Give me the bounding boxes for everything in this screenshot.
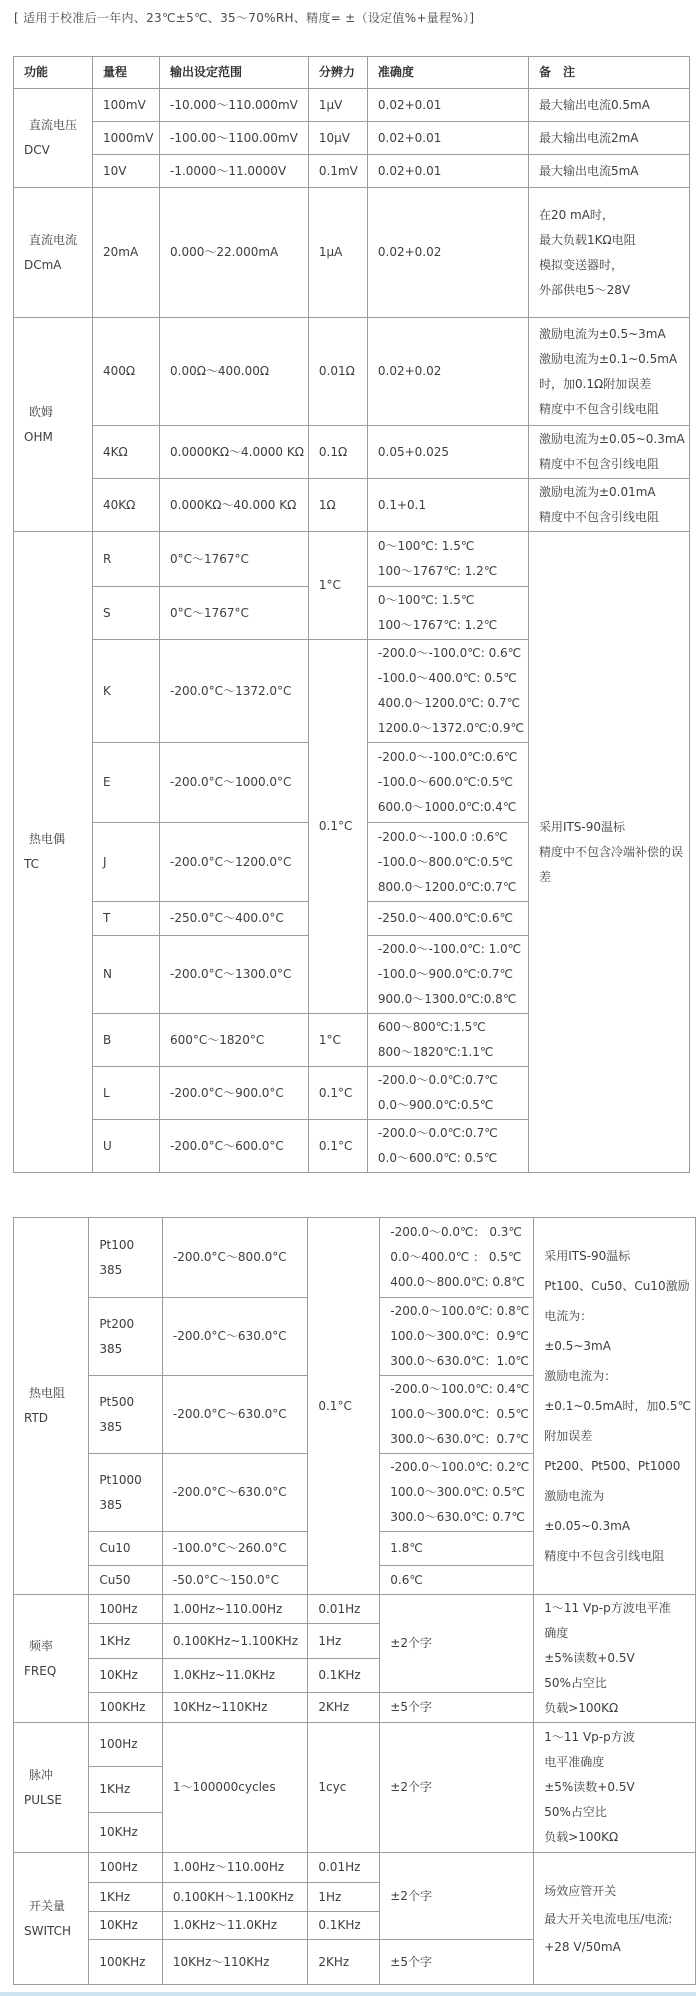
cell-remark: 最大输出电流0.5mA	[528, 89, 689, 122]
function-code: DCmA	[24, 257, 62, 272]
cell-output-range: 1.00Hz～110.00Hz	[162, 1853, 308, 1883]
cell-output-range: 1～100000cycles	[162, 1723, 308, 1853]
cell-output-range: 10KHz~110KHz	[162, 1692, 308, 1722]
row-dcv-1000mv	[14, 122, 690, 155]
function-name: 直流电压	[29, 118, 78, 132]
cell-accuracy: 0～100℃: 1.5℃ 100～1767℃: 1.2℃	[367, 532, 528, 587]
cell-accuracy: 0.02+0.01	[367, 155, 528, 188]
cell-resolution: 0.1Ω	[308, 426, 367, 479]
cell-resolution: 0.01Hz	[308, 1853, 380, 1883]
cell-output-range: -200.0°C～800.0°C	[162, 1218, 308, 1298]
cell-range: 100Hz	[89, 1595, 163, 1624]
cell-resolution: 0.1°C	[308, 1067, 367, 1120]
cell-remark: 最大输出电流5mA	[528, 155, 689, 188]
cell-accuracy: 0.05+0.025	[367, 426, 528, 479]
row-ohm-400	[14, 318, 690, 426]
function-name: 开关量	[29, 1898, 66, 1913]
function-code: PULSE	[24, 1792, 62, 1807]
function-code: FREQ	[24, 1663, 57, 1678]
cell-output-range: 0.100KHz~1.100KHz	[162, 1624, 308, 1659]
cell-remark: 激励电流为±0.05~0.3mA 精度中不包含引线电阻	[528, 426, 689, 479]
cell-accuracy: ±2个字	[380, 1595, 534, 1693]
cell-resolution: 0.1°C	[308, 640, 367, 1014]
cell-range: 1KHz	[89, 1767, 163, 1813]
cell-range: T	[93, 902, 160, 936]
cell-accuracy: 0.02+0.02	[367, 318, 528, 426]
col-header-remark: 备 注	[528, 57, 689, 89]
cell-accuracy: 0.02+0.01	[367, 122, 528, 155]
function-name: 直流电流	[29, 232, 78, 247]
cell-remark: 激励电流为±0.01mA 精度中不包含引线电阻	[528, 479, 689, 532]
cell-range: U	[93, 1120, 160, 1173]
cell-accuracy: 0.02+0.02	[367, 188, 528, 318]
cell-range: 1000mV	[93, 122, 160, 155]
cell-range: 10V	[93, 155, 160, 188]
function-name: 欧姆	[29, 404, 54, 419]
cell-output-range: -250.0°C～400.0°C	[160, 902, 309, 936]
cell-accuracy: ±5个字	[380, 1692, 534, 1722]
function-code: SWITCH	[24, 1923, 72, 1938]
cell-range: 4KΩ	[93, 426, 160, 479]
cell-output-range: 1.0KHz～11.0KHz	[162, 1912, 308, 1940]
cell-function-freq	[14, 1595, 89, 1723]
cell-range: 40KΩ	[93, 479, 160, 532]
cell-resolution: 2KHz	[308, 1692, 380, 1722]
cell-output-range: 0.100KH～1.100KHz	[162, 1883, 308, 1912]
cell-range: Pt200 385	[89, 1298, 163, 1376]
function-name: 热电阻	[29, 1386, 66, 1400]
row-dcma-20ma	[14, 188, 690, 318]
cell-range: 10KHz	[89, 1912, 163, 1940]
cell-output-range: 0°C～1767°C	[160, 532, 309, 587]
cell-resolution: 1Hz	[308, 1624, 380, 1659]
cell-output-range: -100.0°C～260.0°C	[162, 1532, 308, 1566]
cell-range: 1KHz	[89, 1624, 163, 1659]
cell-resolution: 0.1°C	[308, 1218, 380, 1595]
col-header-output-range: 输出设定范围	[160, 57, 309, 89]
row-ohm-4k	[14, 426, 690, 479]
cell-resolution: 1μA	[308, 188, 367, 318]
cell-accuracy: 1.8℃	[380, 1532, 534, 1566]
cell-output-range: 10KHz～110KHz	[162, 1940, 308, 1985]
row-pulse-100hz	[14, 1723, 696, 1767]
cell-function-ohm	[14, 318, 93, 532]
cell-remark: 采用ITS-90温标 精度中不包含冷端补偿的误 差	[528, 532, 689, 1173]
cell-output-range: 1.00Hz~110.00Hz	[162, 1595, 308, 1624]
cell-output-range: 600°C～1820°C	[160, 1014, 309, 1067]
calibration-conditions-note: [ 适用于校准后一年内、23℃±5℃、35～70%RH、精度= ±（设定值%+量程%）]	[14, 11, 475, 25]
cell-remark: 最大输出电流2mA	[528, 122, 689, 155]
cell-function-dcma	[14, 188, 93, 318]
cell-output-range: -200.0°C～630.0°C	[162, 1376, 308, 1454]
cell-output-range: -50.0°C～150.0°C	[162, 1566, 308, 1595]
cell-output-range: -100.00～1100.00mV	[160, 122, 309, 155]
cell-resolution: 0.1°C	[308, 1120, 367, 1173]
cell-output-range: 0°C～1767°C	[160, 587, 309, 640]
cell-range: 10KHz	[89, 1813, 163, 1853]
cell-function-switch	[14, 1853, 89, 1985]
cell-remark: 1～11 Vp-p方波电平准 确度 ±5%读数+0.5V 50%占空比 负载>100KΩ	[534, 1595, 696, 1723]
cell-range: 100Hz	[89, 1853, 163, 1883]
cell-accuracy: -200.0～-100.0℃:0.6℃ -100.0～600.0℃:0.5℃ 600.0～1000.0℃:0.4℃	[367, 743, 528, 823]
cell-range: N	[93, 936, 160, 1014]
cell-accuracy: -200.0～-100.0 :0.6℃ -100.0～800.0℃:0.5℃ 800.0～1200.0℃:0.7℃	[367, 823, 528, 902]
cell-function-tc	[14, 532, 93, 1173]
cell-range: 100KHz	[89, 1940, 163, 1985]
cell-function-rtd	[14, 1218, 89, 1595]
cell-accuracy: ±5个字	[380, 1940, 534, 1985]
cell-output-range: -200.0°C～1000.0°C	[160, 743, 309, 823]
function-name: 频率	[29, 1638, 54, 1653]
cell-range: Pt500 385	[89, 1376, 163, 1454]
cell-output-range: -200.0°C～1200.0°C	[160, 823, 309, 902]
cell-output-range: -1.0000～11.0000V	[160, 155, 309, 188]
cell-resolution: 1μV	[308, 89, 367, 122]
cell-resolution: 0.1KHz	[308, 1912, 380, 1940]
cell-range: 1KHz	[89, 1883, 163, 1912]
cell-accuracy: 0～100℃: 1.5℃ 100～1767℃: 1.2℃	[367, 587, 528, 640]
cell-output-range: 0.000KΩ～40.000 KΩ	[160, 479, 309, 532]
cell-resolution: 1cyc	[308, 1723, 380, 1853]
cell-range: K	[93, 640, 160, 743]
cell-remark: 在20 mA时， 最大负载1KΩ电阻 模拟变送器时， 外部供电5～28V	[528, 188, 689, 318]
cell-range: 100KHz	[89, 1692, 163, 1722]
cell-resolution: 0.01Ω	[308, 318, 367, 426]
cell-remark: 采用ITS-90温标 Pt100、Cu50、Cu10激励 电流为： ±0.5~3mA 激励电流为： ±0.1~0.5mA时，加0.5℃ 附加误差 Pt200、Pt500、Pt1000 激励电流为 ±0.05~0.3mA 精度中不包含引线电阻	[534, 1218, 696, 1595]
cell-resolution: 10μV	[308, 122, 367, 155]
cell-output-range: 0.000～22.000mA	[160, 188, 309, 318]
col-header-function: 功能	[14, 57, 93, 89]
cell-output-range: 0.0000KΩ～4.0000 KΩ	[160, 426, 309, 479]
header-row	[14, 57, 690, 89]
cell-range: E	[93, 743, 160, 823]
spec-table-rtd-freq	[13, 1217, 696, 1985]
cell-output-range: -200.0°C～630.0°C	[162, 1298, 308, 1376]
function-code: TC	[24, 857, 40, 871]
cell-accuracy: -200.0～-100.0℃: 1.0℃ -100.0～900.0℃:0.7℃ 900.0～1300.0℃:0.8℃	[367, 936, 528, 1014]
cell-range: Pt100 385	[89, 1218, 163, 1298]
cell-range: 100mV	[93, 89, 160, 122]
row-dcv-100mv	[14, 89, 690, 122]
cell-range: L	[93, 1067, 160, 1120]
cell-range: B	[93, 1014, 160, 1067]
cell-range: 400Ω	[93, 318, 160, 426]
cell-output-range: -200.0°C～900.0°C	[160, 1067, 309, 1120]
cell-accuracy: -200.0～0.0℃： 0.3℃ 0.0～400.0℃ ： 0.5℃ 400.0～800.0℃: 0.8℃	[380, 1218, 534, 1298]
cell-accuracy: -200.0～100.0℃: 0.8℃ 100.0～300.0℃：0.9℃ 300.0～630.0℃：1.0℃	[380, 1298, 534, 1376]
cell-range: R	[93, 532, 160, 587]
page-bottom-divider	[0, 1992, 696, 1996]
cell-resolution: 2KHz	[308, 1940, 380, 1985]
function-code: OHM	[24, 429, 53, 444]
cell-remark: 1～11 Vp-p方波 电平准确度 ±5%读数+0.5V 50%占空比 负载>100KΩ	[534, 1723, 696, 1853]
cell-resolution: 0.1KHz	[308, 1659, 380, 1692]
row-dcv-10v	[14, 155, 690, 188]
cell-accuracy: 0.6℃	[380, 1566, 534, 1595]
cell-accuracy: -200.0～0.0℃:0.7℃ 0.0～600.0℃: 0.5℃	[367, 1120, 528, 1173]
function-name: 热电偶	[29, 832, 66, 846]
cell-output-range: -10.000～110.000mV	[160, 89, 309, 122]
row-ohm-40k	[14, 479, 690, 532]
cell-accuracy: ±2个字	[380, 1723, 534, 1853]
function-name: 脉冲	[29, 1767, 54, 1782]
cell-resolution: 1Ω	[308, 479, 367, 532]
cell-output-range: 0.00Ω～400.00Ω	[160, 318, 309, 426]
cell-accuracy: -200.0～-100.0℃: 0.6℃ -100.0～400.0℃: 0.5℃ 400.0～1200.0℃: 0.7℃ 1200.0～1372.0℃:0.9℃	[367, 640, 528, 743]
cell-output-range: -200.0°C～630.0°C	[162, 1454, 308, 1532]
cell-resolution: 1°C	[308, 532, 367, 640]
cell-range: S	[93, 587, 160, 640]
cell-resolution: 0.1mV	[308, 155, 367, 188]
cell-range: 20mA	[93, 188, 160, 318]
row-freq-100hz	[14, 1595, 696, 1624]
cell-output-range: -200.0°C～600.0°C	[160, 1120, 309, 1173]
col-header-accuracy: 准确度	[367, 57, 528, 89]
spec-table-dc-tc	[13, 56, 690, 1173]
cell-function-dcv	[14, 89, 93, 188]
cell-accuracy: 0.02+0.01	[367, 89, 528, 122]
cell-accuracy: -200.0～100.0℃: 0.2℃ 100.0～300.0℃: 0.5℃ 300.0～630.0℃: 0.7℃	[380, 1454, 534, 1532]
row-rtd-pt100	[14, 1218, 696, 1298]
cell-range: Cu10	[89, 1532, 163, 1566]
function-code: RTD	[24, 1411, 49, 1425]
cell-range: 100Hz	[89, 1723, 163, 1767]
cell-resolution: 1Hz	[308, 1883, 380, 1912]
col-header-resolution: 分辨力	[308, 57, 367, 89]
cell-accuracy: ±2个字	[380, 1853, 534, 1940]
cell-output-range: -200.0°C～1372.0°C	[160, 640, 309, 743]
row-switch-100hz	[14, 1853, 696, 1883]
col-header-range: 量程	[93, 57, 160, 89]
cell-range: J	[93, 823, 160, 902]
cell-range: Pt1000 385	[89, 1454, 163, 1532]
cell-range: Cu50	[89, 1566, 163, 1595]
cell-function-pulse	[14, 1723, 89, 1853]
cell-output-range: -200.0°C～1300.0°C	[160, 936, 309, 1014]
row-tc-r	[14, 532, 690, 587]
cell-remark: 激励电流为±0.5~3mA 激励电流为±0.1~0.5mA 时，加0.1Ω附加误差 精度中不包含引线电阻	[528, 318, 689, 426]
cell-output-range: 1.0KHz~11.0KHz	[162, 1659, 308, 1692]
function-code: DCV	[24, 143, 50, 157]
cell-remark: 场效应管开关 最大开关电流电压/电流: +28 V/50mA	[534, 1853, 696, 1985]
cell-resolution: 1°C	[308, 1014, 367, 1067]
cell-resolution: 0.01Hz	[308, 1595, 380, 1624]
cell-accuracy: -200.0～100.0℃: 0.4℃ 100.0～300.0℃：0.5℃ 300.0～630.0℃：0.7℃	[380, 1376, 534, 1454]
cell-accuracy: -250.0～400.0℃:0.6℃	[367, 902, 528, 936]
cell-accuracy: -200.0～0.0℃:0.7℃ 0.0～900.0℃:0.5℃	[367, 1067, 528, 1120]
cell-accuracy: 600～800℃:1.5℃ 800～1820℃:1.1℃	[367, 1014, 528, 1067]
cell-range: 10KHz	[89, 1659, 163, 1692]
cell-accuracy: 0.1+0.1	[367, 479, 528, 532]
